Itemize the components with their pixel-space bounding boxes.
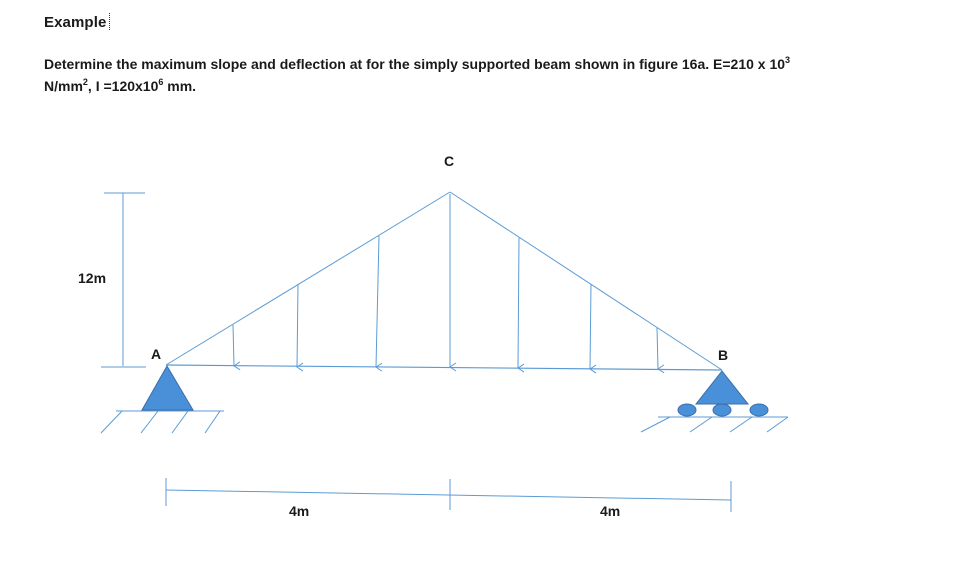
ground-hatch [641,417,670,432]
ground-hatch [141,411,158,433]
apex-label: C [444,153,455,169]
beam [166,365,722,370]
ground-hatch [730,417,752,432]
load-right-edge [450,192,722,370]
exponent-i: 6 [158,77,164,87]
load-arrow [590,284,591,369]
load-arrow [376,236,379,367]
roller-support-triangle [696,371,748,404]
roller-wheel [750,404,768,416]
roller-wheel [713,404,731,416]
ground-hatch [690,417,712,432]
load-arrow [297,284,298,367]
load-arrow [657,328,658,369]
ground-hatch [101,411,122,433]
height-dimension [101,193,146,367]
load-arrow [233,325,234,366]
ground-hatch [767,417,788,432]
roller-wheel [678,404,696,416]
problem-text-2: N/mm [44,78,83,94]
pin-support-triangle [142,366,193,410]
left-support-label: A [151,346,162,362]
left-span-label: 4m [289,503,310,519]
load-arrows [233,194,658,369]
load-arrow [518,238,519,368]
ground-hatch [172,411,188,433]
right-support-label: B [718,347,729,363]
problem-text-3: , I =120x10 [87,78,159,94]
roller-support-b [641,371,788,432]
height-label: 12m [78,270,107,286]
heading-text: Example [44,14,107,31]
span-dimension [166,478,731,512]
ground-hatch [205,411,220,433]
problem-text-4: mm. [163,78,197,94]
load-left-edge [166,192,450,365]
span-dim-line [166,490,731,500]
exponent-units: 2 [82,77,88,87]
exponent-e: 3 [785,55,791,65]
problem-text-1: Determine the maximum slope and deflection at for the simply supported beam shown in figure 16a. E=210 x 10 [44,56,786,72]
pin-support-a [101,366,224,433]
right-span-label: 4m [600,503,621,519]
